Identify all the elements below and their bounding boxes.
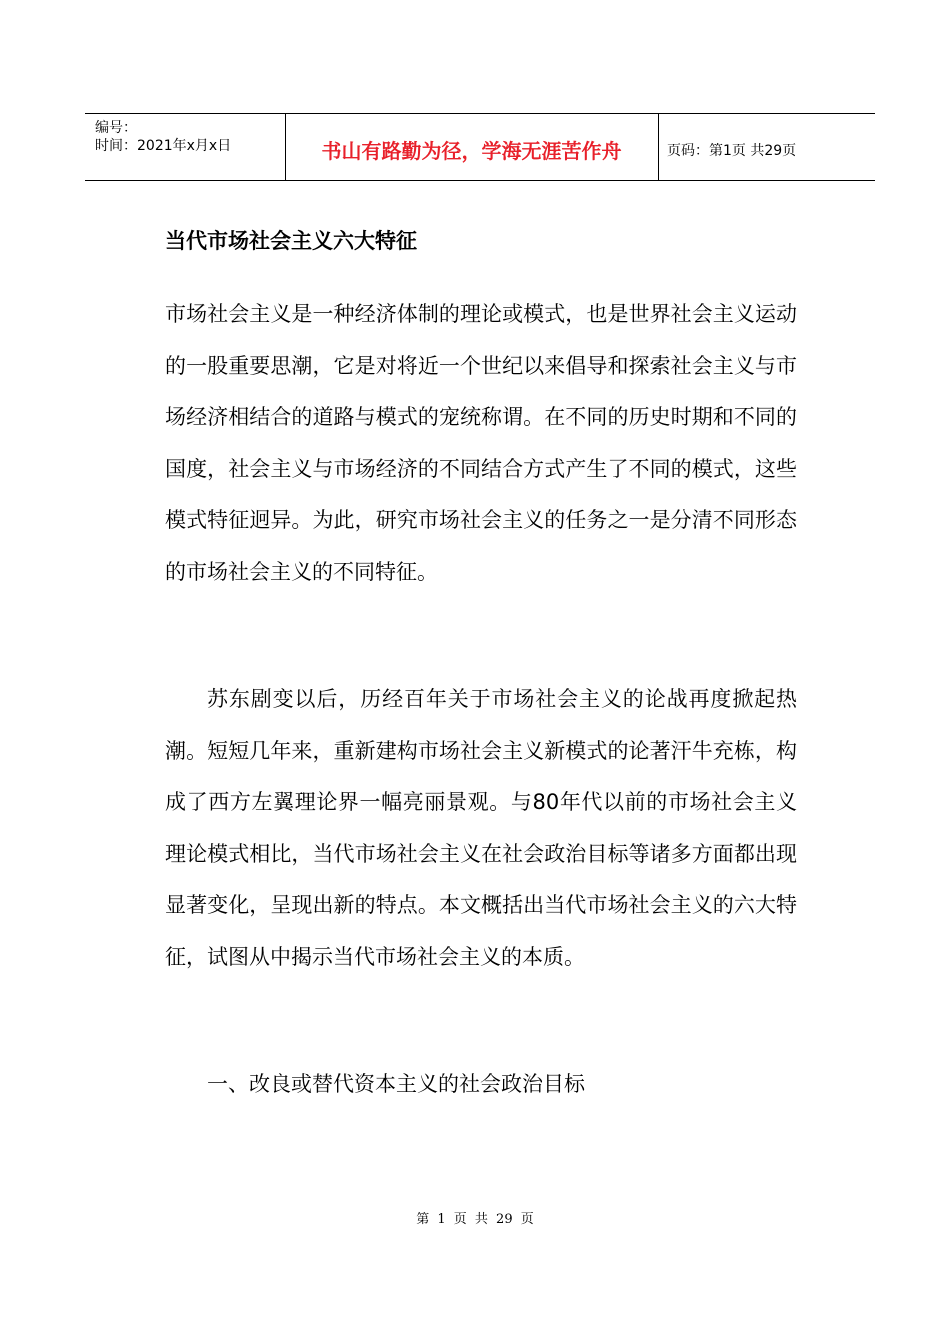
header-divider — [658, 114, 659, 180]
body-paragraph: 市场社会主义是一种经济体制的理论或模式，也是世界社会主义运动的一股重要思潮，它是对将近一个世纪以来倡导和探索社会主义与市场经济相结合的道路与模式的宠统称谓。在不同的历史时期和不同的国度，社会主义与市场经济的不同结合方式产生了不同的模式，这些模式特征迥异。为此，研究市场社会主义的任务之一是分清不同形态的市场社会主义的不同特征。 — [165, 302, 797, 584]
serial-number-label: 编号： — [95, 120, 137, 136]
page-footer: 第 1 页 共 29 页 — [416, 1212, 534, 1227]
body-paragraph: 苏东剧变以后，历经百年关于市场社会主义的论战再度掀起热潮。短短几年来，重新建构市场社会主义新模式的论著汗牛充栋，构成了西方左翼理论界一幅亮丽景观。与80年代以前的市场社会主义理论模式相比，当代市场社会主义在社会政治目标等诸多方面都出现显著变化，呈现出新的特点。本文概括出当代市场社会主义的六大特征，试图从中揭示当代市场社会主义的本质。 — [165, 687, 797, 969]
header-page-info: 页码：第1页 共29页 — [667, 143, 797, 159]
time-label: 时间：2021年x月x日 — [95, 138, 232, 154]
header-motto: 书山有路勤为径，学海无涯苦作舟 — [321, 139, 622, 163]
section-heading: 一、改良或替代资本主义的社会政治目标 — [207, 1072, 585, 1096]
document-header — [85, 113, 875, 181]
document-title: 当代市场社会主义六大特征 — [165, 229, 417, 253]
header-meta — [95, 119, 231, 155]
